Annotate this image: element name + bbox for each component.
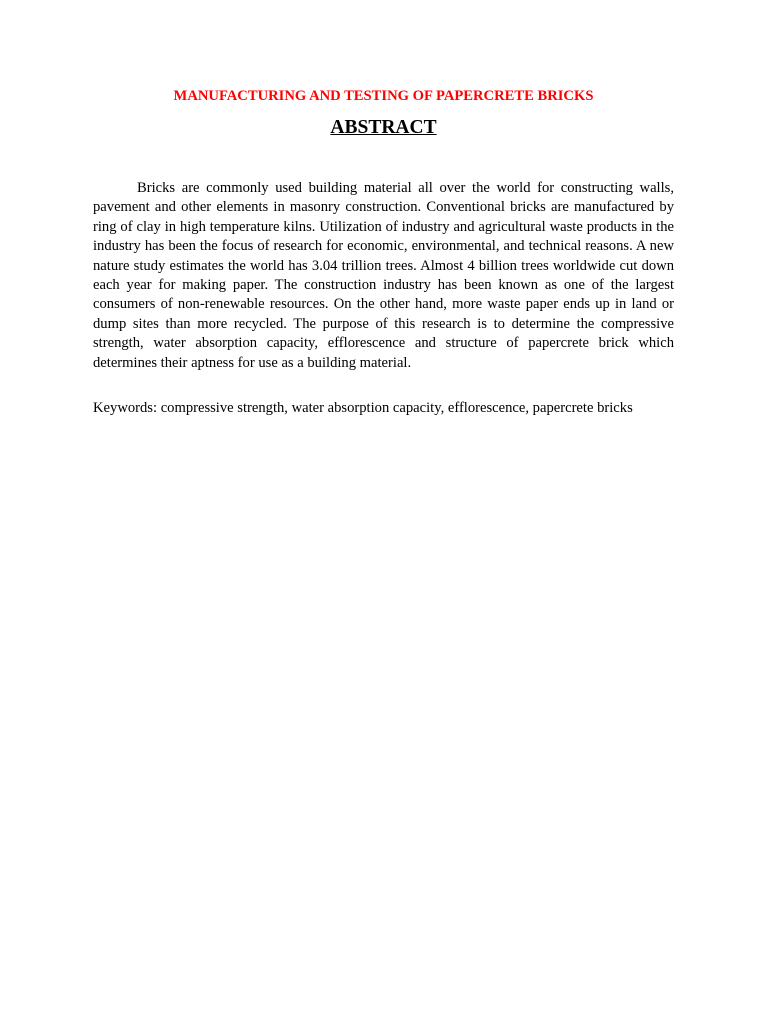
document-title: MANUFACTURING AND TESTING OF PAPERCRETE BRICKS: [173, 88, 594, 104]
keywords-line: Keywords: compressive strength, water absorption capacity, efflorescence, papercrete bricks: [93, 400, 633, 416]
abstract-paragraph: Bricks are commonly used building material all over the world for constructing walls, pavement and other elements in masonry construction. Conventional bricks are manufactured by ring of clay in high temperature kilns. Utilization of industry and agricultural waste products in the industry has been the focus of research for economic, environmental, and technical reasons. A new nature study estimates the world has 3.04 trillion trees. Almost 4 billion trees worldwide cut down each year for making paper. The construction industry has been known as one of the largest consumers of non-renewable resources. On the other hand, more waste paper ends up in land or dump sites than more recycled. The purpose of this research is to determine the compressive strength, water absorption capacity, efflorescence and structure of papercrete brick which determines their aptness for use as a building material.: [93, 180, 674, 371]
abstract-heading: ABSTRACT: [330, 117, 437, 138]
